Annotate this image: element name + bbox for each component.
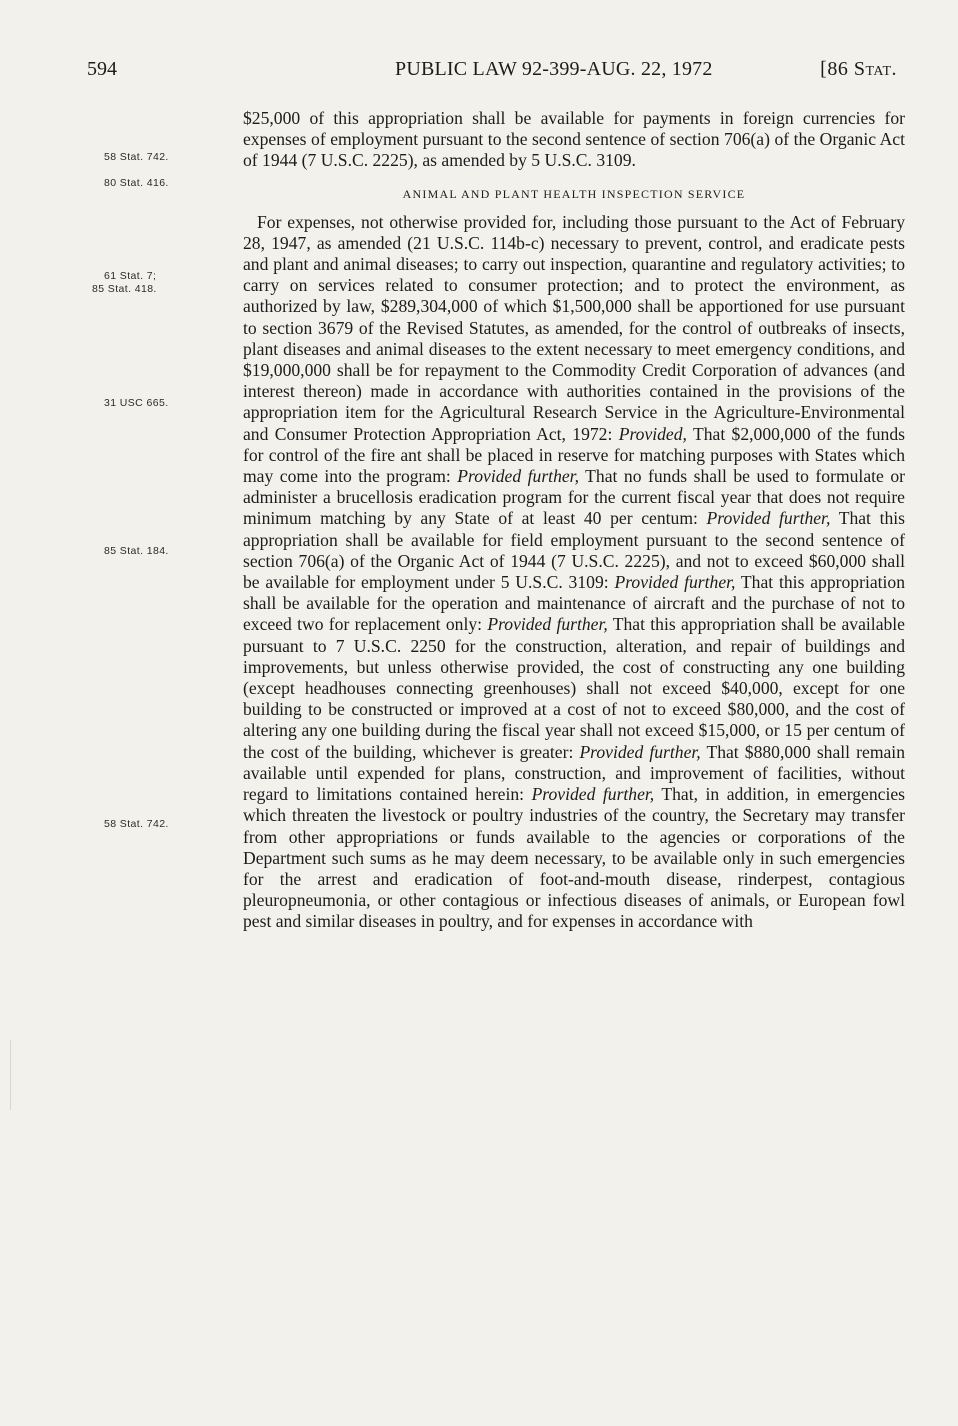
proviso-italic: Provided further,: [487, 614, 608, 635]
running-head: PUBLIC LAW 92-399-AUG. 22, 1972: [395, 58, 713, 80]
margin-note: 85 Stat. 418.: [92, 283, 157, 295]
volume-suffix: Stat.: [853, 58, 897, 80]
statute-body: [243, 108, 905, 933]
margin-note: 58 Stat. 742.: [104, 818, 169, 830]
margin-note: 85 Stat. 184.: [104, 545, 169, 557]
margin-note: 31 USC 665.: [104, 397, 169, 409]
paragraph-text-run: That this appropriation shall be available for field employment pursuant to the second sentence of section 706(a) of the Organic Act of 1944 (7 U.S.C. 2225), and not to exceed $60,000 shall be available for employment under 5 U.S.C. 3109:: [243, 508, 906, 593]
section-heading: ANIMAL AND PLANT HEALTH INSPECTION SERVICE: [402, 186, 746, 201]
proviso-italic: Provided,: [618, 423, 687, 444]
proviso-italic: Provided further,: [706, 508, 831, 529]
paragraph-text-run: For expenses, not otherwise provided for, including those pursuant to the Act of February 28, 1947, as amended (21 U.S.C. 114b-c) necessary to prevent, control, and eradicate pests and plant and animal diseases; to carry out inspection, quarantine and regulatory activities; to carry on services related to consumer protection; and to protect the environment, as authorized by law, $289,304,000 of which $1,500,000 shall be apportioned for use pursuant to section 3679 of the Revised Statutes, as amended, for the control of outbreaks of insects, plant diseases and animal diseases to the extent necessary to meet emergency conditions, and $19,000,000 shall be for repayment to the Commodity Credit Corporation of advances (and interest thereon) made in accordance with authorities contained in the provisions of the appropriation item for the Agricultural Research Service in the Agriculture-Environmental and Consumer Protection Appropriation Act, 1972:: [243, 211, 905, 444]
paragraph-text-run: That $880,000 shall remain available until expended for plans, construction, and improvement of facilities, without regard to limitations contained herein:: [243, 741, 905, 805]
scan-artifact-line: [10, 1040, 11, 1110]
margin-note: 58 Stat. 742.: [104, 151, 169, 163]
paragraph-text-run: That this appropriation shall be available for the operation and maintenance of aircraft and the purchase of not to exceed two for replacement only:: [243, 572, 906, 635]
margin-note: 61 Stat. 7;: [104, 270, 157, 282]
main-paragraph: [243, 212, 905, 933]
proviso-italic: Provided further,: [457, 466, 579, 487]
paragraph-text-run: That this appropriation shall be available pursuant to 7 U.S.C. 2250 for the construction, alteration, and repair of buildings and improvements, but unless otherwise provided, the cost of constructing any one building (except headhouses connecting greenhouses) shall not exceed $40,000, except for one building to be constructed or improved at a cost of not to exceed $80,000, and the cost of altering any one building during the fiscal year shall not exceed $15,000, or 15 per centum of the cost of the building, whichever is greater:: [243, 614, 905, 762]
page-number: 594: [87, 58, 117, 80]
intro-paragraph: $25,000 of this appropriation shall be available for payments in foreign currencies for expenses of employment pursuant to the second sentence of section 706(a) of the Organic Act of 1944 (7 U.S.C. 2225), as amended by 5 U.S.C. 3109.: [243, 108, 905, 171]
margin-notes: [0, 0, 240, 1426]
volume-prefix: [86: [820, 58, 849, 80]
proviso-italic: Provided further,: [579, 741, 701, 762]
paragraph-text-run: That $2,000,000 of the funds for control of the fire ant shall be placed in reserve for matching purposes with States which may come into the program:: [243, 423, 905, 487]
volume-reference: [820, 58, 897, 81]
margin-note: 80 Stat. 416.: [104, 177, 169, 189]
paragraph-text-run: That, in addition, in emergencies which threaten the livestock or poultry industries of the country, the Secretary may transfer from other appropriations or funds available to the agencies or corporations of the Department such sums as he may deem necessary, to be available only in such emergencies for the arrest and eradication of foot-and-mouth disease, rinderpest, contagious pleuropneumonia, or other contagious or infectious diseases of animals, or European fowl pest and similar diseases in poultry, and for expenses in accordance with: [243, 784, 906, 932]
proviso-italic: Provided further,: [614, 572, 736, 593]
paragraph-text-run: That no funds shall be used to formulate or administer a brucellosis eradication program for the current fiscal year that does not require minimum matching by any State of at least 40 per centum:: [243, 466, 905, 529]
proviso-italic: Provided further,: [531, 784, 655, 805]
